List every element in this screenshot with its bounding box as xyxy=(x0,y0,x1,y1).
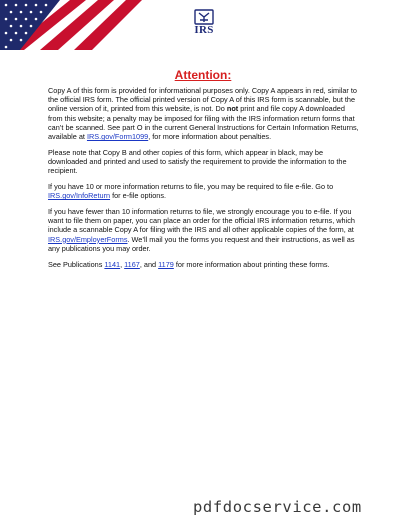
irs-logo-text: IRS xyxy=(194,24,214,36)
irs-logo xyxy=(190,9,218,36)
paragraph-copy-b: Please note that Copy B and other copies of this form, which appear in black, may be downloaded and printed and used to satisfy the requirement to provide the information to the recipient. xyxy=(48,147,347,176)
american-flag-banner xyxy=(0,0,148,50)
site-watermark: pdfdocservice.com xyxy=(193,498,362,516)
paragraph-copy-a: Copy A of this form is provided for informational purposes only. Copy A appears in red, similar to the official IRS form. The official printed version of Copy A of this IRS form is scannable, but the online version of it, printed from this website, is not. Do not print and file copy A downloaded from this website; a penalty may be imposed for filing with the IRS information return forms that can’t be scanned. See part O in the current General Instructions for Certain Information Returns, available at IRS.gov/Form1099, for more information about penalties. xyxy=(48,86,359,142)
irs-eagle-icon xyxy=(193,9,215,25)
paragraph-efile: If you have 10 or more information returns to file, you may be required to file e-file. Go to IRS.gov/InfoReturn for e-file options. xyxy=(48,182,334,201)
link-pub-1167[interactable]: 1167 xyxy=(124,259,140,269)
notice-body xyxy=(48,86,360,275)
paragraph-publications: See Publications 1141, 1167, and 1179 for more information about printing these forms. xyxy=(48,259,330,269)
link-employerforms[interactable]: IRS.gov/EmployerForms xyxy=(48,234,128,244)
paragraph-paper-filing: If you have fewer than 10 information returns to file, we strongly encourage you to e-file. If you want to file them on paper, you can place an order for the official IRS information returns, which include a scannable Copy A for filing with the IRS and all other applicable copies of the form, at IRS.gov/EmployerForms. We’ll mail you the forms you request and their instructions, as well as any publications you may order. xyxy=(48,207,355,253)
emphasis-not: not xyxy=(226,104,239,114)
link-pub-1179[interactable]: 1179 xyxy=(158,259,174,269)
link-inforeturn[interactable]: IRS.gov/InfoReturn xyxy=(48,191,111,201)
link-form1099[interactable]: IRS.gov/Form1099 xyxy=(86,132,149,142)
attention-heading: Attention: xyxy=(174,68,232,82)
link-pub-1141[interactable]: 1141 xyxy=(104,259,121,269)
